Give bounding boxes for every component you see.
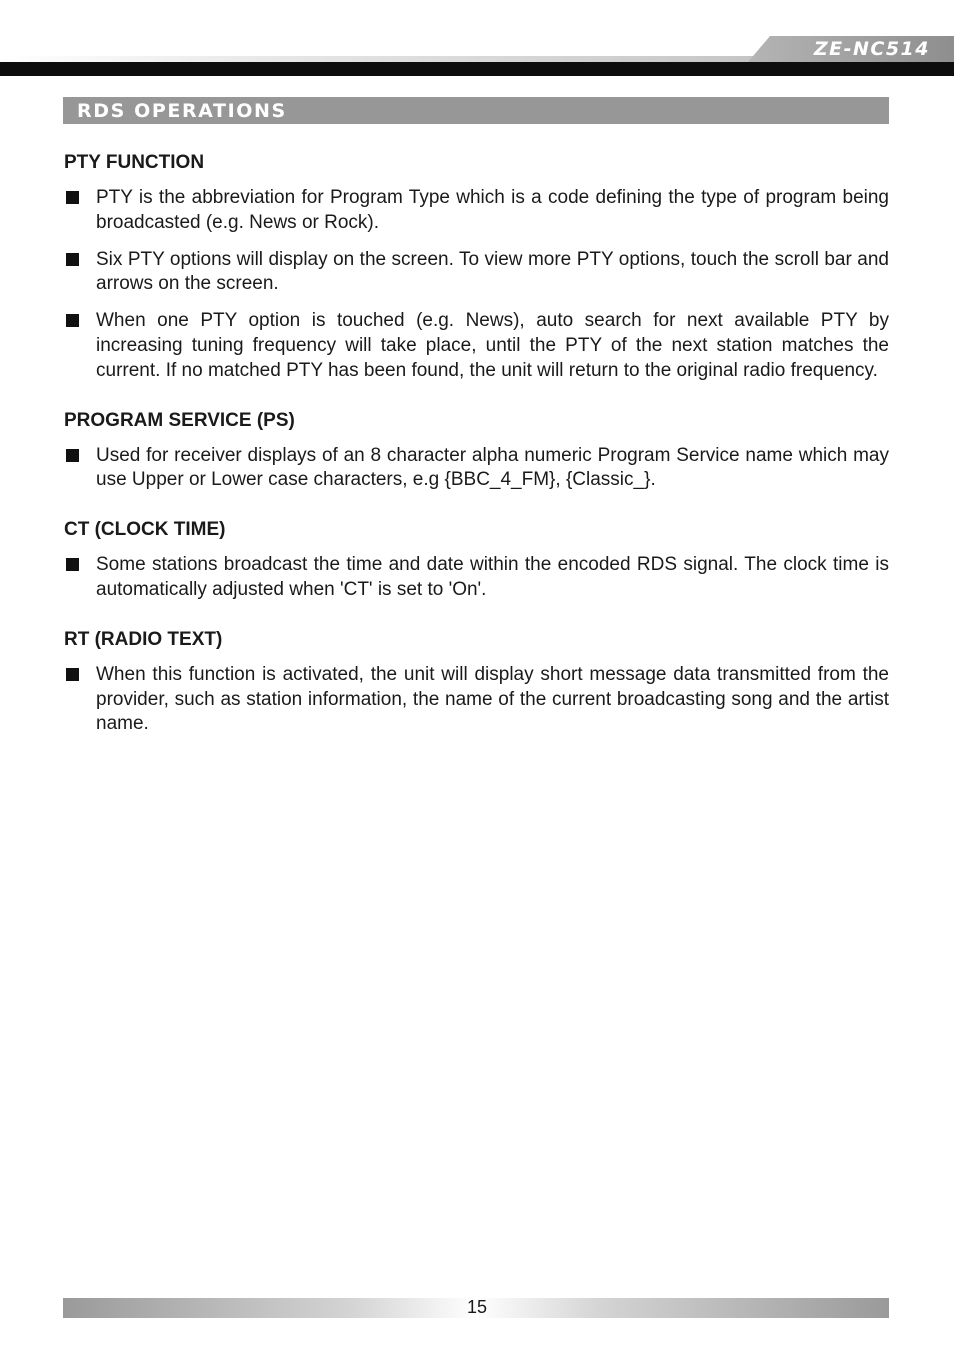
subsection-heading: CT (CLOCK TIME) [64, 519, 226, 541]
bullet-item [64, 444, 889, 494]
section-banner [63, 97, 889, 124]
header-decoration [0, 0, 954, 80]
section-title: RDS OPERATIONS [77, 100, 287, 122]
content [64, 150, 889, 761]
bullet-item [64, 553, 889, 603]
bullet-text: Six PTY options will display on the screen. To view more PTY options, touch the scroll bar and arrows on the screen. [96, 248, 889, 295]
bullet-text: Some stations broadcast the time and date within the encoded RDS signal. The clock time is automatically adjusted when 'CT' is set to 'On'. [96, 554, 889, 600]
bullet-text: When this function is activated, the unit will display short message data transmitted from the provider, such as station information, the name of the current broadcasting song and the artist name. [96, 663, 889, 735]
header-band [0, 0, 954, 80]
model-label: ZE-NC514 [813, 38, 930, 60]
square-bullet-icon [64, 309, 96, 333]
subsection-heading: RT (RADIO TEXT) [64, 628, 223, 650]
bullet-text: When one PTY option is touched (e.g. News), auto search for next available PTY by increasing tuning frequency will take place, until the PTY of the next station matches the current. If no matched PTY has been found, the unit will return to the original radio frequency. [96, 310, 889, 381]
bullet-text: Used for receiver displays of an 8 character alpha numeric Program Service name which may use Upper or Lower case characters, e.g {BBC_4_FM}, {Classic_}. [96, 444, 889, 491]
page-number: 15 [466, 1297, 488, 1317]
square-bullet-icon [64, 248, 96, 272]
bullet-item [64, 248, 889, 298]
subsection-radio-text [64, 627, 889, 737]
subsection-pty-function [64, 150, 889, 384]
subsection-clock-time [64, 517, 889, 603]
square-bullet-icon [64, 186, 96, 210]
subsection-heading: PTY FUNCTION [64, 152, 205, 173]
bullet-item [64, 186, 889, 236]
bullet-item [64, 309, 889, 383]
bullet-item [64, 663, 889, 737]
square-bullet-icon [64, 663, 96, 687]
subsection-program-service [64, 408, 889, 494]
subsection-heading: PROGRAM SERVICE (PS) [64, 409, 295, 431]
bullet-text: PTY is the abbreviation for Program Type which is a code defining the type of program being broadcasted (e.g. News or Rock). [96, 187, 889, 233]
square-bullet-icon [64, 444, 96, 468]
square-bullet-icon [64, 553, 96, 577]
